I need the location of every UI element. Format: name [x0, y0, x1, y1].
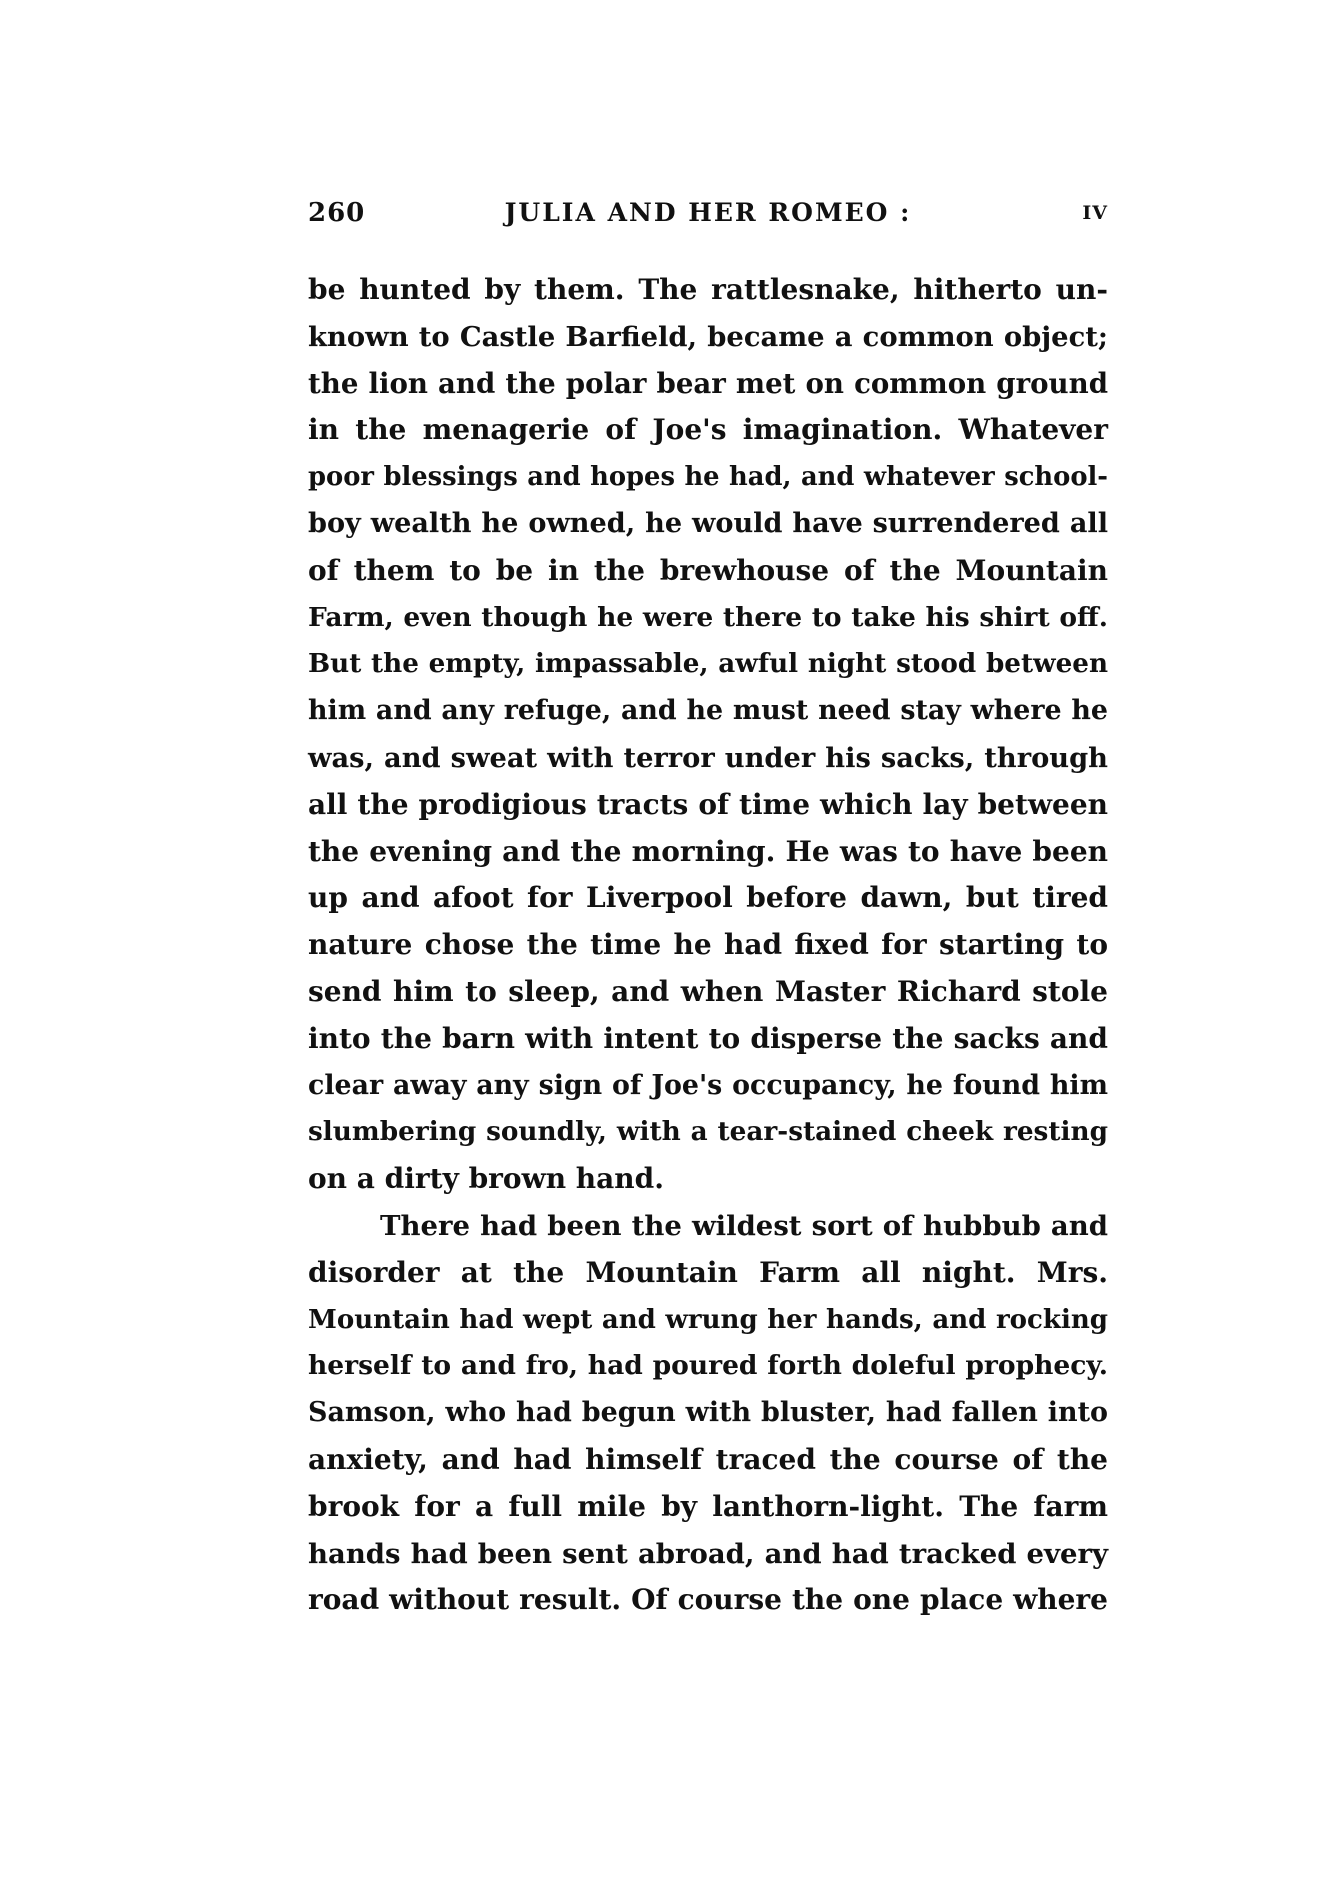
text-line: known to Castle Barfield, became a common object; — [308, 320, 1108, 353]
text-line: brook for a full mile by lanthorn-light. The farm — [308, 1489, 1108, 1523]
running-title: JULIA AND HER ROMEO : — [504, 198, 912, 227]
text-line: of them to be in the brewhouse of the Mountain — [308, 553, 1108, 587]
text-line: boy wealth he owned, he would have surrendered all — [308, 507, 1108, 539]
text-line: be hunted by them. The rattlesnake, hitherto un- — [308, 273, 1108, 306]
text-line: the evening and the morning. He was to have been — [308, 834, 1108, 868]
text-line: Samson, who had begun with bluster, had fallen into — [308, 1397, 1108, 1429]
body-text — [308, 267, 1108, 1624]
text-line: into the barn with intent to disperse the sacks and — [308, 1021, 1108, 1055]
text-line: There had been the wildest sort of hubbub and — [380, 1209, 1108, 1242]
text-line: anxiety, and had himself traced the course of the — [308, 1442, 1108, 1476]
text-line: all the prodigious tracts of time which lay between — [308, 787, 1108, 821]
text-line: herself to and fro, had poured forth doleful prophecy. — [308, 1350, 1108, 1382]
paragraph-1 — [308, 267, 1108, 1203]
text-line: send him to sleep, and when Master Richard stole — [308, 974, 1108, 1008]
text-line: was, and sweat with terror under his sacks, through — [308, 741, 1108, 774]
text-line: in the menagerie of Joe's imagination. Whatever — [308, 413, 1108, 447]
running-head — [308, 198, 1108, 238]
text-line: on a dirty brown hand. — [308, 1162, 664, 1196]
text-line: slumbering soundly, with a tear-stained cheek resting — [308, 1116, 1108, 1148]
text-line: But the empty, impassable, awful night stood between — [308, 648, 1108, 680]
text-line: him and any refuge, and he must need stay where he — [308, 695, 1108, 727]
text-line: hands had been sent abroad, and had tracked every — [308, 1537, 1108, 1570]
text-line: clear away any sign of Joe's occupancy, he found him — [308, 1069, 1108, 1101]
text-line: nature chose the time he had fixed for starting to — [308, 928, 1108, 962]
text-line: the lion and the polar bear met on common ground — [308, 366, 1108, 400]
text-line: Farm, even though he were there to take his shirt off. — [308, 601, 1108, 633]
text-line: Mountain had wept and wrung her hands, and rocking — [308, 1304, 1108, 1335]
text-line: up and afoot for Liverpool before dawn, but tired — [308, 881, 1108, 915]
page-number: 260 — [308, 198, 366, 228]
text-line: disorder at the Mountain Farm all night. Mrs. — [308, 1255, 1108, 1289]
paragraph-2 — [308, 1203, 1108, 1624]
text-line: poor blessings and hopes he had, and whatever school- — [308, 462, 1108, 493]
text-line: road without result. Of course the one place where — [308, 1583, 1108, 1617]
chapter-numeral: IV — [1082, 202, 1108, 224]
